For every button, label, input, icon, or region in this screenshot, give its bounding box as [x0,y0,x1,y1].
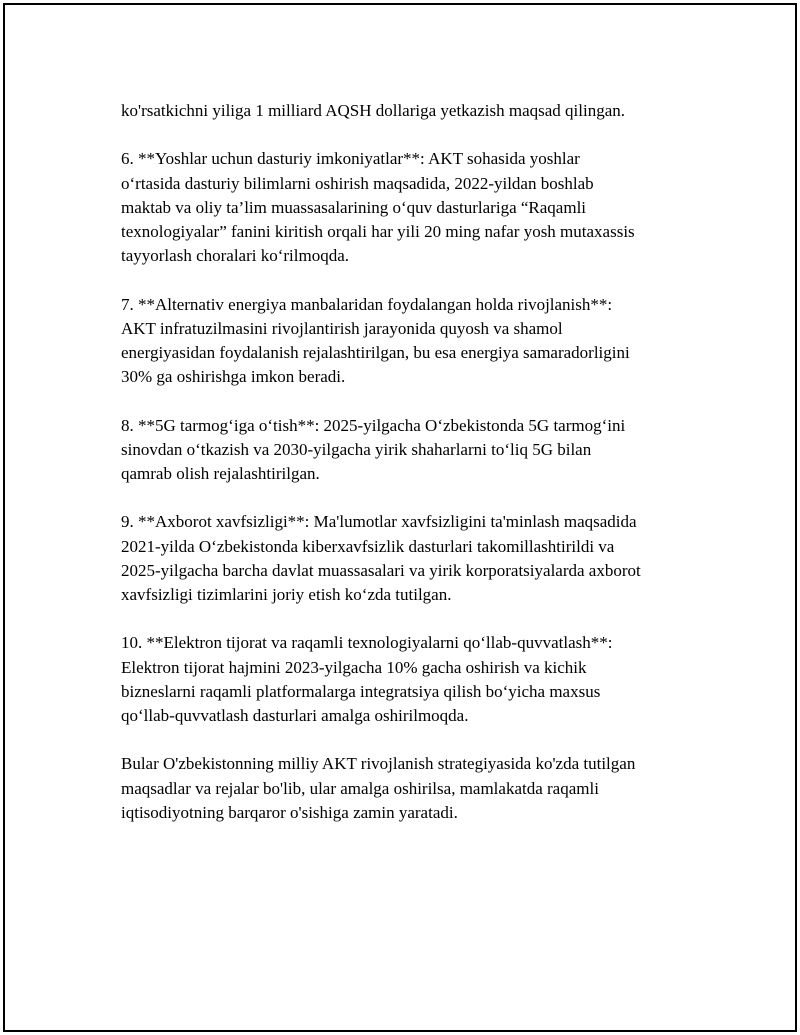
paragraph-item-8: 8. **5G tarmog‘iga o‘tish**: 2025-yilgacha O‘zbekistonda 5G tarmog‘ini sinovdan o‘tkazish va 2030-yilgacha yirik shaharlarni to‘liq 5G bilan qamrab olish rejalashtirilgan. [121,415,626,483]
paragraph-item-10: 10. **Elektron tijorat va raqamli texnologiyalarni qo‘llab-quvvatlash**: Elektron tijorat hajmini 2023-yilgacha 10% gacha oshirish va kichik bizneslarni raqamli platformalarga integratsiya qilish bo‘yicha maxsus qo‘llab-quvvatlash dasturlari amalga oshirilmoqda. [121,633,613,725]
paragraph-continuation: ko'rsatkichni yiliga 1 milliard AQSH dollariga yetkazish maqsad qilingan. [121,101,625,120]
paragraph-item-7: 7. **Alternativ energiya manbalaridan foydalangan holda rivojlanish**: AKT infratuzilmasini rivojlantirish jarayonida quyosh va shamol energiyasidan foydalanish rejalashtirilgan, bu esa energiya samaradorligini 30% ga oshirishga imkon beradi. [121,294,630,387]
paragraph-conclusion: Bular O'zbekistonning milliy AKT rivojlanish strategiyasida ko'zda tutilgan maqsadlar va rejalar bo'lib, ular amalga oshirilsa, mamlakatda raqamli iqtisodiyotning barqaror o'sishiga zamin yaratadi. [121,754,636,822]
document-body [121,99,711,849]
paragraph-item-9: 9. **Axborot xavfsizligi**: Ma'lumotlar xavfsizligini ta'minlash maqsadida 2021-yilda O‘zbekistonda kiberxavfsizlik dasturlari takomillashtirildi va 2025-yilgacha barcha davlat muassasalari va yirik korporatsiyalarda axborot xavfsizligi tizimlarini joriy etish ko‘zda tutilgan. [121,512,641,604]
paragraph-item-6: 6. **Yoshlar uchun dasturiy imkoniyatlar**: AKT sohasida yoshlar o‘rtasida dasturiy bilimlarni oshirish maqsadida, 2022-yildan boshlab maktab va oliy ta’lim muassasalarining o‘quv dasturlariga “Raqamli texnologiyalar” fanini kiritish orqali har yili 20 ming nafar yosh mutaxassis tayyorlash choralari ko‘rilmoqda. [121,149,635,266]
page-frame [3,3,797,1032]
